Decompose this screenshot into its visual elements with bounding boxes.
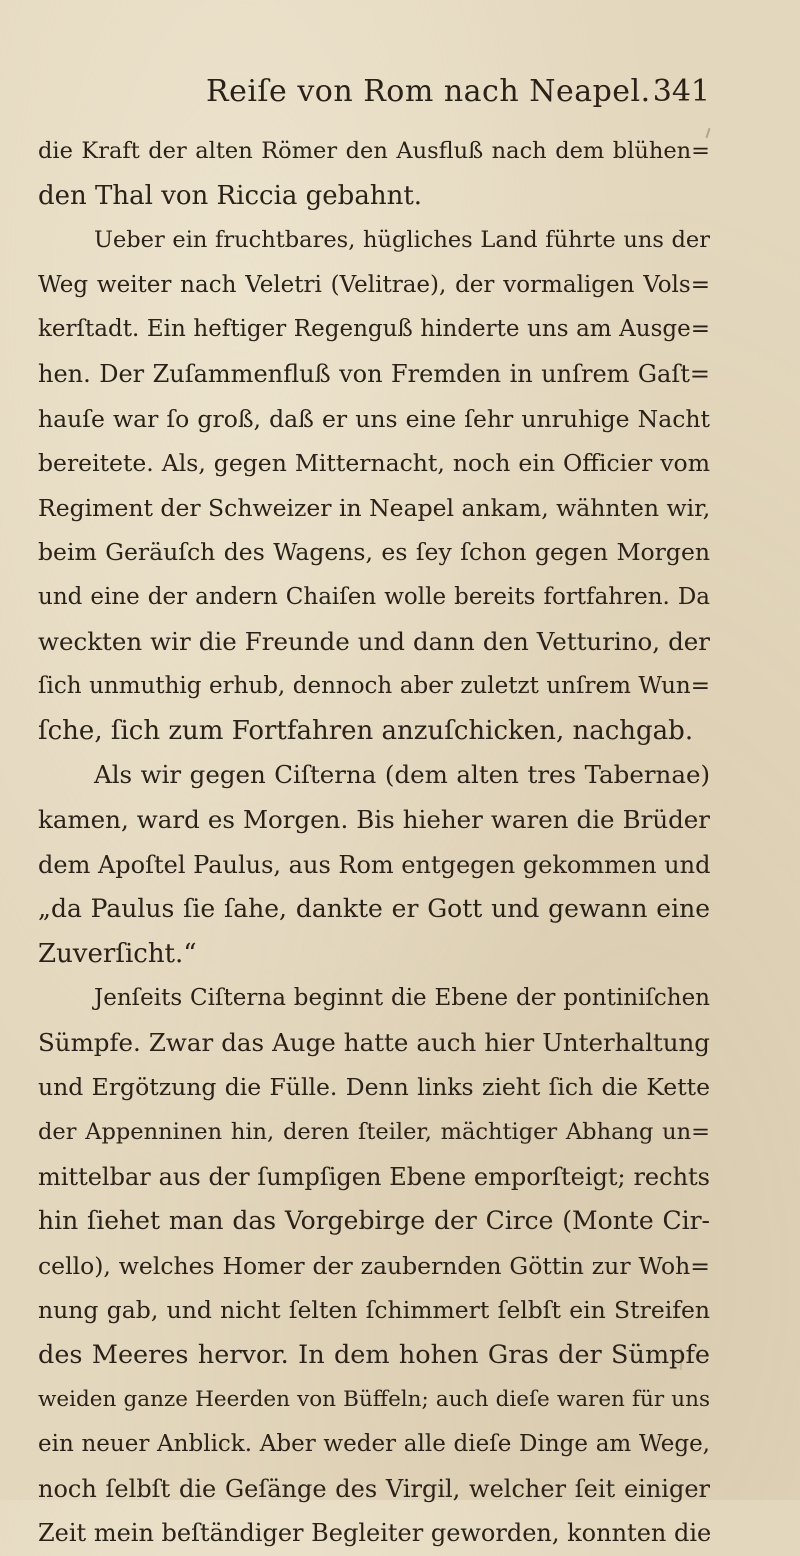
text-line: kerſtadt. Ein heftiger Regenguß hinderte uns am Ausge= <box>38 316 710 343</box>
text-line: die Kraft der alten Römer den Ausfluß nach dem blühen= <box>38 138 710 164</box>
text-line: cello), welches Homer der zaubernden Göttin zur Woh= <box>38 1251 710 1280</box>
text-line: Zuverſicht.“ <box>38 938 197 969</box>
text-line: des Meeres hervor. In dem hohen Gras der Sümpfe <box>38 1340 710 1371</box>
text-line: weckten wir die Freunde und dann den Vetturino, der <box>38 626 710 656</box>
text-line: beim Geräuſch des Wagens, es ſey ſchon gegen Morgen <box>38 538 710 567</box>
text-line: den Thal von Riccia gebahnt. <box>38 180 423 211</box>
text-line: und Ergötzung die Fülle. Denn links zieht ſich die Kette <box>38 1073 710 1102</box>
text-line: ſche, ſich zum Fortfahren anzuſchicken, nachgab. <box>38 715 694 746</box>
text-line: hen. Der Zuſammenfluß von Fremden in unſrem Gaſt= <box>38 359 710 388</box>
margin-mark <box>680 1348 682 1370</box>
text-line: Zeit mein beſtändiger Begleiter geworden, konnten die <box>38 1519 712 1548</box>
running-head: Reiſe von Rom nach Neapel. <box>206 74 651 109</box>
text-line: Als wir gegen Ciſterna (dem alten tres Tabernae) <box>94 760 710 790</box>
page-number: 341 <box>652 74 710 109</box>
text-line: bereitete. Als, gegen Mitternacht, noch ein Officier vom <box>38 449 710 478</box>
text-line: ſich unmuthig erhub, dennoch aber zuletzt unſrem Wun= <box>38 673 710 700</box>
text-line: nung gab, und nicht ſelten ſchimmert ſelbſt ein Streifen <box>38 1296 710 1325</box>
page-header <box>38 70 710 114</box>
text-line: Weg weiter nach Veletri (Velitrae), der vormaligen Vols= <box>38 271 710 298</box>
text-line: hin ſiehet man das Vorgebirge der Circe (Monte Cir- <box>38 1206 710 1236</box>
text-line: weiden ganze Heerden von Büffeln; auch dieſe waren für uns <box>38 1386 710 1412</box>
text-line: Sümpfe. Zwar das Auge hatte auch hier Unterhaltung <box>38 1027 710 1057</box>
text-line: „da Paulus ſie ſahe, dankte er Gott und gewann eine <box>38 894 710 924</box>
text-line: dem Apoſtel Paulus, aus Rom entgegen gekommen und <box>38 850 711 879</box>
text-line: Regiment der Schweizer in Neapel ankam, wähnten wir, <box>38 493 711 522</box>
body-text <box>38 129 710 1556</box>
text-line: ein neuer Anblick. Aber weder alle dieſe Dinge am Wege, <box>38 1431 710 1458</box>
text-line: und eine der andern Chaiſen wolle bereits fortfahren. Da <box>38 583 710 610</box>
text-line: Ueber ein fruchtbares, hügliches Land führte uns der <box>94 227 710 254</box>
text-line: noch ſelbſt die Geſänge des Virgil, welcher ſeit einiger <box>38 1474 710 1503</box>
text-line: mittelbar aus der ſumpſigen Ebene emporſteigt; rechts <box>38 1162 710 1191</box>
text-line: der Appenninen hin, deren ſteiler, mächtiger Abhang un= <box>38 1119 710 1146</box>
text-line: Jenſeits Ciſterna beginnt die Ebene der pontiniſchen <box>94 985 710 1012</box>
text-line: kamen, ward es Morgen. Bis hieher waren die Brüder <box>38 804 710 834</box>
text-line: hauſe war ſo groß, daß er uns eine ſehr unruhige Nacht <box>38 404 710 433</box>
